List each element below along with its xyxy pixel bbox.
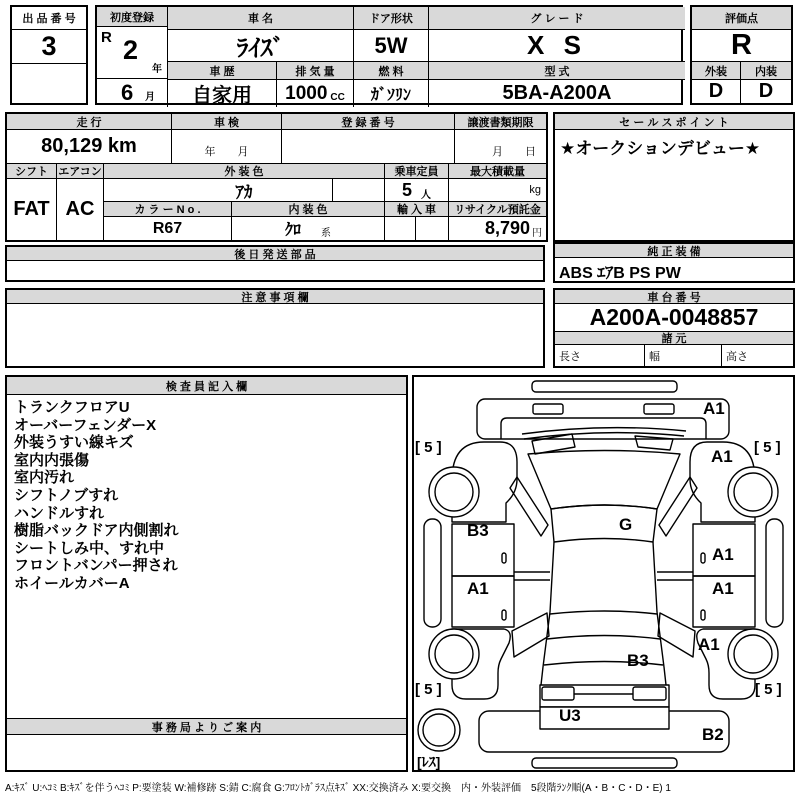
capacity-header: 乗車定員 xyxy=(385,164,449,179)
shift-header: シフト xyxy=(7,164,57,179)
max-load-value: kg xyxy=(449,179,546,202)
transfer-header: 譲渡書類期限 xyxy=(455,114,546,130)
door-handle xyxy=(701,610,705,620)
damage-label-hood: A1 xyxy=(703,399,725,418)
c-pillar-left xyxy=(512,613,549,657)
wiper-band xyxy=(522,428,686,439)
wiper-right xyxy=(635,436,673,450)
recycle-unit: 円 xyxy=(532,228,542,239)
reg-no-header: 登 録 番 号 xyxy=(282,114,455,130)
inspector-note: 外装うすい線キズ xyxy=(14,434,134,452)
exterior-header: 外装 xyxy=(692,62,741,80)
ext-color-header: 外 装 色 xyxy=(104,164,385,179)
equipment-box xyxy=(553,242,795,283)
lot-number-label: 出 品 番 号 xyxy=(12,7,86,30)
shift-value: FAT xyxy=(7,179,57,240)
score-header: 評価点 xyxy=(692,7,791,30)
middle-table xyxy=(5,112,548,242)
inspector-note: ホイールカバーA xyxy=(14,574,130,592)
ext-color-value xyxy=(104,179,385,202)
tailgate-upper xyxy=(540,685,669,707)
lot-number-box xyxy=(10,5,88,105)
grade-value: X S xyxy=(429,30,685,62)
caution-box xyxy=(5,288,545,368)
aircon-header: エアコン xyxy=(57,164,104,179)
damage-label-door-front-right: A1 xyxy=(712,545,734,564)
first-reg-month-unit: 月 xyxy=(145,92,155,103)
history-header: 車 歴 xyxy=(168,62,277,80)
damage-label-windshield: G xyxy=(619,515,633,534)
sill-right xyxy=(766,519,783,627)
car-outline-svg xyxy=(414,377,793,770)
recycle-value xyxy=(449,217,546,240)
damage-label-door-front-left: B3 xyxy=(467,521,489,540)
capacity-unit: 人 xyxy=(421,189,431,201)
front-bumper xyxy=(532,381,677,392)
fuel-header: 燃 料 xyxy=(354,62,429,80)
fold-lines xyxy=(514,572,693,580)
displacement-header: 排 気 量 xyxy=(277,62,354,80)
first-reg-year-cell xyxy=(97,27,168,79)
chassis-header: 車 台 番 号 xyxy=(555,290,793,304)
car-name-header: 車 名 xyxy=(168,7,354,30)
inspector-note: シフトノブすれ xyxy=(14,486,119,504)
aircon-value: AC xyxy=(57,179,104,240)
chassis-box xyxy=(553,288,795,368)
sill-left xyxy=(424,519,441,627)
rear-lower-strip xyxy=(532,758,677,768)
inspector-note: 室内内張傷 xyxy=(14,451,90,469)
import-header: 輸 入 車 xyxy=(385,202,449,217)
headlight-left xyxy=(533,404,563,414)
color-no-header: カ ラ ー N o . xyxy=(104,202,232,217)
first-reg-month-cell xyxy=(97,79,168,107)
capacity-value xyxy=(385,179,449,202)
top-main-table xyxy=(95,5,683,105)
damage-label-rear-bumper: B2 xyxy=(702,725,724,744)
wheel-front-left xyxy=(429,467,479,517)
mileage-header: 走 行 xyxy=(7,114,172,130)
score-value: R xyxy=(692,30,791,62)
spec-width-label: 幅 xyxy=(645,345,722,366)
tire-mark-front-right: [ 5 ] xyxy=(754,439,781,456)
windshield-glass xyxy=(528,451,680,510)
wheel-front-right xyxy=(728,467,778,517)
recycle-amount: 8,790 xyxy=(484,218,530,238)
history-value: 自家用 xyxy=(168,80,277,107)
capacity-number: 5 xyxy=(401,179,412,200)
inspection-header: 車 検 xyxy=(172,114,282,130)
interior-header: 内装 xyxy=(741,62,791,80)
int-color-suffix: 系 xyxy=(321,228,331,239)
color-no-value: R67 xyxy=(104,217,232,240)
first-reg-year-unit: 年 xyxy=(152,64,162,75)
car-name-value: ﾗｲｽﾞ xyxy=(168,30,354,62)
sales-point-header: セ ー ル ス ポ イ ン ト xyxy=(555,114,793,130)
fuel-value: ｶﾞｿﾘﾝ xyxy=(354,80,429,107)
door-handle xyxy=(701,553,705,563)
spec-height-label: 高さ xyxy=(726,351,748,363)
door-handle xyxy=(502,610,506,620)
headlight-right xyxy=(644,404,674,414)
first-reg-era: R xyxy=(101,29,112,46)
damage-label-door-rear-right: A1 xyxy=(712,579,734,598)
int-color-text: ｸﾛ xyxy=(284,222,301,239)
exterior-value: D xyxy=(692,80,741,103)
equipment-value: ABS ｴｱB PS PW xyxy=(559,265,681,282)
inspector-note: 室内汚れ xyxy=(14,469,75,487)
inspection-value: 年 月 xyxy=(172,130,282,164)
int-color-header: 内 装 色 xyxy=(232,202,385,217)
inspector-box xyxy=(5,375,408,772)
recycle-header: リサイクル預託金 xyxy=(449,202,546,217)
inspector-header: 検 査 員 記 入 欄 xyxy=(7,377,406,395)
tire-mark-rear-left: [ 5 ] xyxy=(415,681,442,698)
later-parts-box xyxy=(5,245,545,282)
cowl xyxy=(551,505,657,542)
first-reg-year: 2 xyxy=(123,35,139,65)
tire-mark-front-left: [ 5 ] xyxy=(415,439,442,456)
equipment-header: 純 正 装 備 xyxy=(555,244,793,258)
later-parts-header: 後 日 発 送 部 品 xyxy=(7,247,543,261)
door-shape-header: ドア形状 xyxy=(354,7,429,30)
inspector-note: フロントバンパー押され xyxy=(14,557,178,575)
specs-header: 諸 元 xyxy=(555,332,793,345)
mileage-value: 80,129 km xyxy=(7,130,172,164)
first-reg-month: 6 xyxy=(121,80,134,105)
damage-label-door-rear-left: A1 xyxy=(467,579,489,598)
grade-header: グ レ ー ド xyxy=(429,7,685,30)
inspector-notes xyxy=(14,399,399,593)
int-color-value xyxy=(232,217,385,240)
door-handle xyxy=(502,553,506,563)
import-value xyxy=(385,217,449,240)
reg-no-value xyxy=(282,130,455,164)
ext-color-text: ｱｶ xyxy=(235,182,253,202)
transfer-value: 月 日 xyxy=(455,130,546,164)
wheel-rear-left xyxy=(429,629,479,679)
inspector-note: ハンドルすれ xyxy=(14,504,105,522)
inspector-note: オーバーフェンダーX xyxy=(14,416,157,434)
sales-point-text: ★オークションデビュー★ xyxy=(560,139,761,158)
max-load-header: 最大積載量 xyxy=(449,164,546,179)
ext-color-subcell-divider xyxy=(332,179,333,202)
roof xyxy=(550,542,657,614)
displacement-cell xyxy=(277,80,354,107)
chassis-value: A200A-0048857 xyxy=(555,304,793,332)
sales-point-box xyxy=(553,112,795,242)
interior-value: D xyxy=(758,80,774,102)
inspector-note: シートしみ中、すれ中 xyxy=(14,539,165,557)
score-box xyxy=(690,5,793,105)
damage-diagram xyxy=(412,375,795,772)
legend: A:ｷｽﾞ U:ﾍｺﾐ B:ｷｽﾞを伴うﾍｺﾐ P:要塗装 W:補修跡 S:錆 C:腐食 G:ﾌﾛﾝﾄｶﾞﾗｽ点ｷｽﾞ XX:交換済み X:要交換 内・外装評価 5段階ﾗﾝｸ順(A・B・C・D・E) 1 xyxy=(5,783,671,794)
damage-label-front-fender-right: A1 xyxy=(711,447,733,466)
first-reg-header: 初度登録 xyxy=(97,7,168,27)
lot-number-value: 3 xyxy=(12,30,86,64)
inspector-note: 樹脂バックドア内側割れ xyxy=(14,522,179,540)
spare-tire-outline xyxy=(418,709,460,751)
spare-tire-mark: [ﾚｽ] xyxy=(417,754,441,770)
office-header: 事 務 局 よ り ご 案 内 xyxy=(7,718,406,735)
inspector-note: トランクフロアU xyxy=(14,399,130,416)
damage-label-rear-window: B3 xyxy=(627,651,649,670)
c-pillar-right xyxy=(658,613,695,657)
wheel-rear-right xyxy=(728,629,778,679)
damage-label-tailgate: U3 xyxy=(559,706,581,725)
spec-length-label: 長さ xyxy=(555,345,645,366)
damage-label-quarter-rear-right: A1 xyxy=(698,635,720,654)
displacement-unit: CC xyxy=(330,92,345,103)
tire-mark-rear-right: [ 5 ] xyxy=(755,681,782,698)
displacement-value: 1000 xyxy=(285,82,328,104)
import-cell-divider xyxy=(415,217,416,240)
model-header: 型 式 xyxy=(429,62,685,80)
caution-header: 注 意 事 項 欄 xyxy=(7,290,543,304)
model-value: 5BA-A200A xyxy=(502,82,612,104)
door-shape-value: 5W xyxy=(354,30,429,62)
